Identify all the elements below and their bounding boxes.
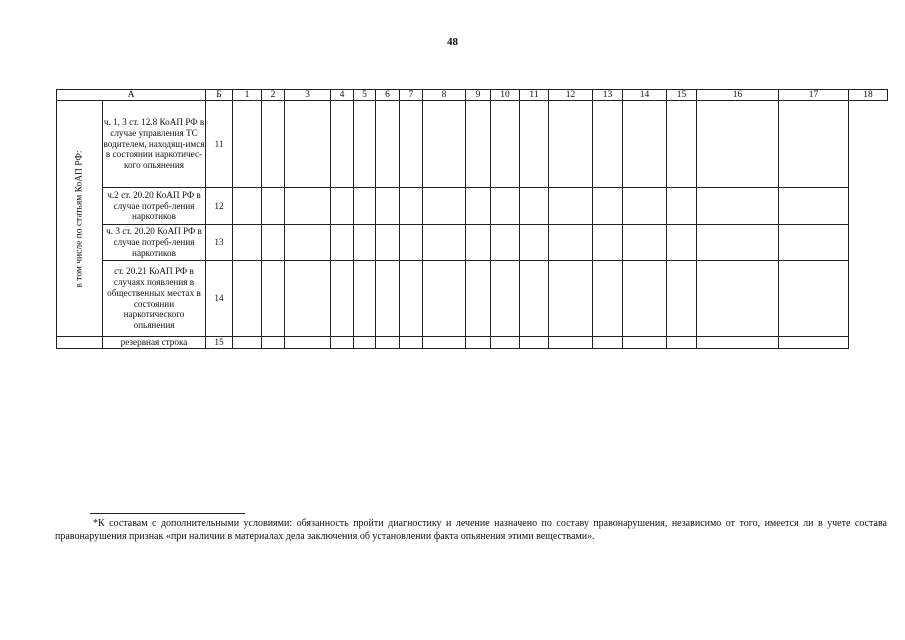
empty-cell [549,225,593,261]
empty-cell [623,101,667,188]
empty-cell [549,261,593,337]
empty-cell [623,225,667,261]
row-description: ч. 3 ст. 20.20 КоАП РФ в случае потреб-ления наркотиков [103,225,206,261]
row-description: ст. 20.21 КоАП РФ в случаях появления в общественных местах в состоянии наркотического опьянения [103,261,206,337]
empty-cell [623,261,667,337]
empty-cell [354,337,376,349]
empty-cell [697,261,779,337]
row-code: 13 [206,225,233,261]
empty-cell [354,188,376,225]
header-cell: 11 [520,90,549,101]
empty-cell [593,188,623,225]
empty-cell [520,261,549,337]
row-code: 14 [206,261,233,337]
table-row [57,225,888,261]
empty-cell [57,337,103,349]
empty-cell [262,337,285,349]
empty-cell [376,225,400,261]
empty-cell [285,337,331,349]
row-description: ч.2 ст. 20.20 КоАП РФ в случае потреб-ления наркотиков [103,188,206,225]
empty-cell [331,188,354,225]
table-row [57,188,888,225]
empty-cell [779,225,849,261]
header-cell: 12 [549,90,593,101]
empty-cell [354,261,376,337]
empty-cell [697,337,779,349]
header-cell: 13 [593,90,623,101]
empty-cell [491,261,520,337]
empty-cell [779,337,849,349]
table-row [57,261,888,337]
empty-cell [285,261,331,337]
header-cell: 9 [466,90,491,101]
header-cell: 2 [262,90,285,101]
empty-cell [400,225,423,261]
empty-cell [331,261,354,337]
empty-cell [491,188,520,225]
empty-cell [697,101,779,188]
empty-cell [233,261,262,337]
empty-cell [466,101,491,188]
empty-cell [593,261,623,337]
header-cell: 15 [667,90,697,101]
table-row [57,101,888,188]
empty-cell [376,261,400,337]
empty-cell [423,261,466,337]
empty-cell [423,101,466,188]
header-cell: 8 [423,90,466,101]
header-cell: 17 [779,90,849,101]
empty-cell [376,101,400,188]
empty-cell [376,337,400,349]
empty-cell [593,101,623,188]
empty-cell [697,225,779,261]
empty-cell [623,337,667,349]
group-label-cell [57,101,103,337]
empty-cell [520,188,549,225]
header-cell: 14 [623,90,667,101]
empty-cell [262,261,285,337]
empty-cell [233,101,262,188]
empty-cell [779,261,849,337]
header-cell: 5 [354,90,376,101]
empty-cell [423,225,466,261]
empty-cell [376,188,400,225]
header-cell: 7 [400,90,423,101]
footnote-divider [90,513,245,514]
row-code: 12 [206,188,233,225]
empty-cell [400,337,423,349]
empty-cell [354,225,376,261]
empty-cell [779,188,849,225]
empty-cell [667,101,697,188]
empty-cell [331,337,354,349]
header-cell: А [57,90,206,101]
empty-cell [262,188,285,225]
empty-cell [400,261,423,337]
table-row [57,337,888,349]
empty-cell [331,101,354,188]
empty-cell [491,225,520,261]
empty-cell [466,337,491,349]
empty-cell [520,225,549,261]
group-label: в том числе по статьям КоАП РФ: [74,149,84,288]
header-cell: 18 [849,90,888,101]
empty-cell [400,188,423,225]
empty-cell [779,101,849,188]
empty-cell [593,337,623,349]
empty-cell [466,225,491,261]
empty-cell [549,188,593,225]
empty-cell [262,225,285,261]
empty-cell [667,188,697,225]
footnote: *К составам с дополнительными условиями: обязанность пройти диагностику и лечение назначено по составу правонарушения, независимо от того, имеется ли в учете состава правонарушения признак «при наличии в материалах дела заключения об установлении факта опьянения этими веществами». [55,518,887,542]
empty-cell [549,101,593,188]
empty-cell [354,101,376,188]
statistics-table [56,89,888,349]
header-cell: 6 [376,90,400,101]
header-cell: 4 [331,90,354,101]
empty-cell [262,101,285,188]
row-description: ч. 1, 3 ст. 12.8 КоАП РФ в случае управления ТС водителем, находящ-имся в состоянии наркотичес-кого опьянения [103,101,206,188]
header-cell: Б [206,90,233,101]
empty-cell [285,225,331,261]
empty-cell [233,188,262,225]
empty-cell [520,101,549,188]
empty-cell [520,337,549,349]
header-cell: 3 [285,90,331,101]
page-number: 48 [447,36,458,48]
empty-cell [285,101,331,188]
header-cell: 1 [233,90,262,101]
empty-cell [593,225,623,261]
empty-cell [400,101,423,188]
header-cell: 16 [697,90,779,101]
empty-cell [233,337,262,349]
empty-cell [697,188,779,225]
empty-cell [667,225,697,261]
empty-cell [233,225,262,261]
empty-cell [491,101,520,188]
empty-cell [667,261,697,337]
empty-cell [285,188,331,225]
empty-cell [491,337,520,349]
empty-cell [667,337,697,349]
empty-cell [466,261,491,337]
empty-cell [623,188,667,225]
row-code: 11 [206,101,233,188]
header-cell: 10 [491,90,520,101]
empty-cell [423,188,466,225]
empty-cell [331,225,354,261]
header-row [57,90,888,101]
empty-cell [549,337,593,349]
row-description: резервная строка [103,337,206,349]
row-code: 15 [206,337,233,349]
empty-cell [423,337,466,349]
empty-cell [466,188,491,225]
